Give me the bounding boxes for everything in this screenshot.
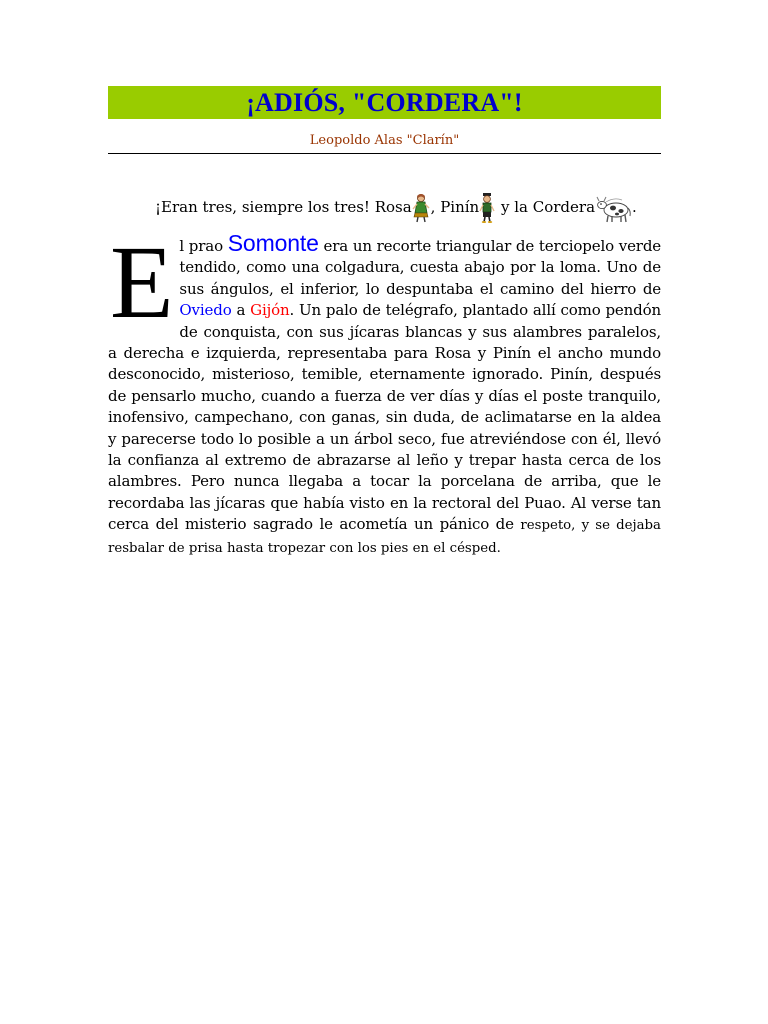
paragraph-segment-1: l prao [179,237,228,255]
intro-text-2: , Pinín [430,198,480,216]
paragraph-segment-2: era un recorte triangular de terciopelo verde tendido, como una colgadura, cuesta abajo por la loma. Uno de sus ángulos, el inferior, lo despuntaba el camino del hierro de [179,237,662,298]
paragraph-segment-5: respeto, y se dejaba resbalar de prisa hasta tropezar con los pies en el césped. [108,518,661,556]
cow-icon [596,193,632,223]
document-page [108,86,661,559]
paragraph-segment-3: a [231,301,251,320]
intro-text-4: . [632,198,637,216]
intro-text-1: ¡Eran tres, siempre los tres! Rosa [155,198,412,216]
rosa-figure-icon [412,193,430,223]
main-paragraph [108,225,662,559]
place-name-somonte: Somonte [227,230,319,256]
title-bar [108,86,661,119]
header-divider [108,153,661,154]
author-name: Leopoldo Alas "Clarín" [309,133,460,148]
pinin-figure-icon [479,193,495,223]
place-name-oviedo: Oviedo [179,301,232,320]
intro-line [108,190,661,224]
intro-text-3: y la Cordera [496,198,596,216]
author-line [108,132,661,150]
place-name-gijon: Gijón [250,301,290,320]
paragraph-segment-4: . Un palo de telégrafo, plantado allí como pendón de conquista, con sus jícaras blancas y sus alambres paralelos, a derecha e izquierda, representaba para Rosa y Pinín el ancho mundo desconocido, misterioso, temible, eternamente ignorado. Pinín, después de pensarlo mucho, cuando a fuerza de ver días y días el poste tranquilo, inofensivo, campechano, con ganas, sin duda, de aclimatarse en la aldea y parecerse todo lo posible a un árbol seco, fue atreviéndose con él, llevó la confianza al extremo de abrazarse al leño y trepar hasta cerca de los alambres. Pero nunca llegaba a tocar la porcelana de arriba, que le recordaba las jícaras que había visto en la rectoral del Puao. Al verse tan cerca del misterio sagrado le acometía un pánico de [108,301,661,534]
drop-cap: E [110,225,174,340]
page-title: ¡ADIÓS, "CORDERA"! [246,88,523,117]
